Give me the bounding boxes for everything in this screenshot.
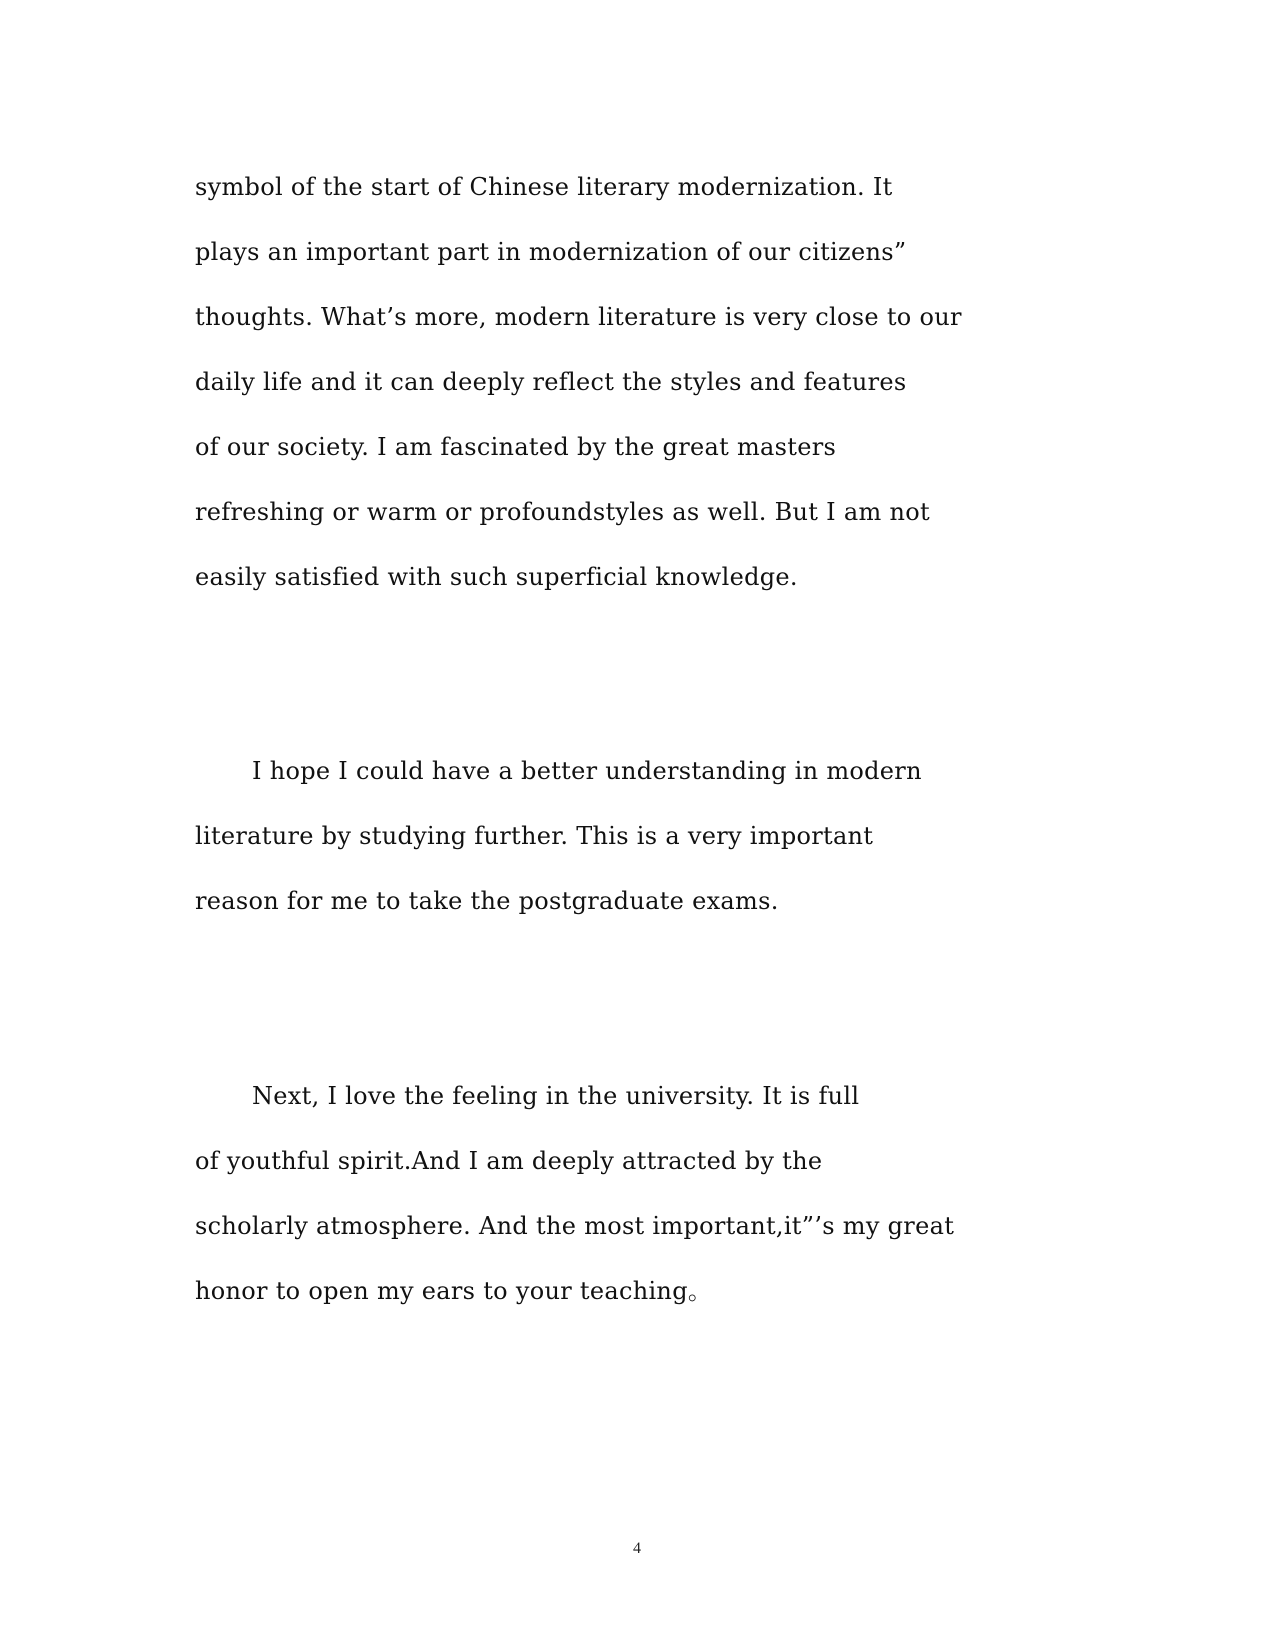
paragraph-line: of our society. I am fascinated by the great masters bbox=[195, 433, 837, 461]
paragraph-line: plays an important part in modernization of our citizens” bbox=[195, 238, 907, 266]
paragraph-2 bbox=[195, 739, 1095, 934]
paragraph-line: honor to open my ears to your teaching。 bbox=[195, 1277, 713, 1305]
page-number: 4 bbox=[633, 1540, 641, 1557]
paragraph-line: scholarly atmosphere. And the most important,it”’s my great bbox=[195, 1212, 955, 1240]
paragraph-1 bbox=[195, 155, 1095, 610]
paragraph-line: I hope I could have a better understanding in modern bbox=[252, 757, 922, 785]
paragraph-line: thoughts. What’s more, modern literature is very close to our bbox=[195, 303, 962, 331]
paragraph-line: Next, I love the feeling in the university. It is full bbox=[252, 1082, 860, 1110]
paragraph-line: reason for me to take the postgraduate exams. bbox=[195, 887, 779, 915]
paragraph-line: refreshing or warm or profoundstyles as well. But I am not bbox=[195, 498, 930, 526]
paragraph-line: symbol of the start of Chinese literary modernization. It bbox=[195, 173, 893, 201]
paragraph-line: literature by studying further. This is a very important bbox=[195, 822, 874, 850]
paragraph-3 bbox=[195, 1064, 1095, 1324]
paragraph-line: easily satisfied with such superficial knowledge. bbox=[195, 563, 798, 591]
paragraph-line: daily life and it can deeply reflect the styles and features bbox=[195, 368, 907, 396]
paragraph-line: of youthful spirit.And I am deeply attracted by the bbox=[195, 1147, 823, 1175]
